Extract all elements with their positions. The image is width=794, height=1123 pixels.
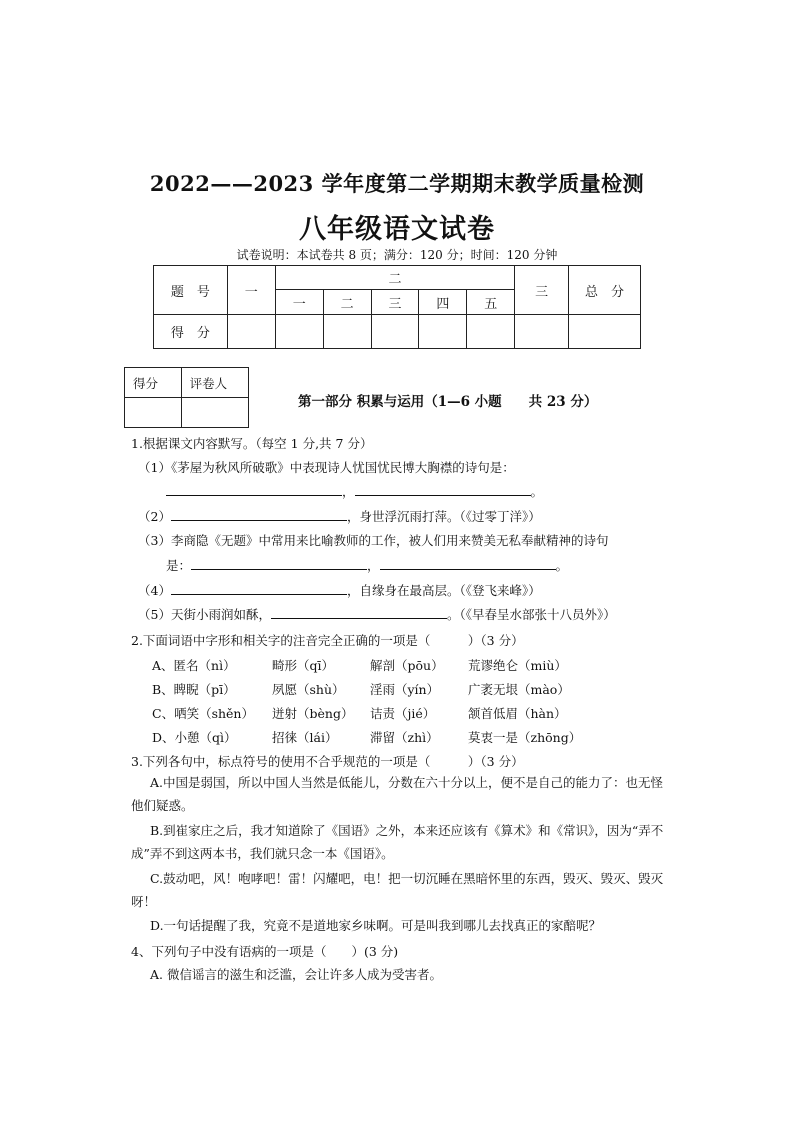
col-part-two-sub: 四 [419, 290, 467, 315]
q3-option-d[interactable]: D.一句话提醒了我，究竟不是道地家乡味啊。可是叫我到哪儿去找真正的家醅呢？ [150, 918, 602, 933]
answer-blank[interactable] [171, 582, 347, 595]
col-total: 总 分 [569, 266, 641, 315]
grader-box [124, 367, 249, 428]
q3-option-b[interactable]: B.到崔家庄之后，我才知道除了《国语》之外，本来还应该有《算术》和《常识》，因为“弄不成”弄不到这两本书，我们就只念一本《国语》。 [131, 823, 664, 861]
q1-sub4: （4） ，自缘身在最高层。（《登飞来峰》） [138, 583, 541, 598]
q1-sub2: （2） ，身世浮沉雨打萍。（《过零丁洋》） [138, 509, 541, 524]
answer-blank[interactable] [191, 557, 367, 570]
score-cell[interactable] [323, 315, 371, 349]
q2-option-b[interactable]: B、睥睨（pī） 夙愿（shù） 淫雨（yín） 广袤无垠（mào） [152, 682, 570, 697]
col-part-two-sub: 五 [467, 290, 515, 315]
q1-sub1: （1）《茅屋为秋风所破歌》中表现诗人忧国忧民博大胸襟的诗句是： [138, 460, 515, 475]
grader-score-label: 得分 [125, 368, 182, 398]
answer-blank[interactable] [166, 483, 342, 496]
q2-option-a[interactable]: A、匿名（nì） 畸形（qī） 解剖（pōu） 荒谬绝仑（miù） [152, 658, 567, 673]
q2-stem: 2.下面词语中字形和相关字的注音完全正确的一项是（ ）（3 分） [131, 633, 524, 648]
section-heading: 第一部分 积累与运用（1—6 小题 共 23 分） [298, 394, 598, 410]
grader-score-cell[interactable] [125, 398, 182, 428]
col-part-two-sub: 一 [275, 290, 323, 315]
score-cell[interactable] [227, 315, 275, 349]
answer-blank[interactable] [271, 606, 447, 619]
q1-sub1-blanks: ， 。 [166, 482, 543, 500]
exam-title: 2022——2023 学年度第二学期期末教学质量检测 [149, 171, 645, 196]
q3-option-c[interactable]: C.鼓动吧，风！咆哮吧！雷！闪耀吧，电！把一切沉睡在黑暗怀里的东西，毁灭、毁灭、毁灭呀！ [131, 871, 664, 909]
col-part-three: 三 [515, 266, 569, 315]
score-cell[interactable] [515, 315, 569, 349]
q3-option-a[interactable]: A.中国是弱国，所以中国人当然是低能儿，分数在六十分以上，便不是自己的能力了：也无怪他们疑惑。 [131, 775, 664, 813]
q1-sub5: （5）天街小雨润如酥， 。（《早春呈水部张十八员外》） [138, 607, 616, 622]
answer-blank[interactable] [355, 483, 531, 496]
score-cell[interactable] [275, 315, 323, 349]
answer-blank[interactable] [380, 557, 556, 570]
grader-name-label: 评卷人 [181, 368, 248, 398]
q2-option-d[interactable]: D、小憩（qì） 招徕（lái） 滞留（zhì） 莫衷一是（zhōng） [152, 730, 582, 745]
col-part-two-sub: 三 [371, 290, 419, 315]
q4-option-a[interactable]: A. 微信谣言的滋生和泛滥，会让许多人成为受害者。 [150, 967, 442, 982]
answer-blank[interactable] [171, 508, 347, 521]
exam-description: 试卷说明：本试卷共 8 页；满分：120 分；时间：120 分钟 [236, 248, 558, 262]
score-cell[interactable] [419, 315, 467, 349]
exam-subtitle: 八年级语文试卷 [299, 214, 495, 245]
q1-sub3-blanks: 是： ， 。 [166, 558, 569, 573]
q3-stem: 3.下列各句中，标点符号的使用不合乎规范的一项是（ ）（3 分） [131, 754, 524, 769]
col-part-two-sub: 二 [323, 290, 371, 315]
score-table [153, 265, 641, 349]
q1-sub3: （3）李商隐《无题》中常用来比喻教师的工作，被人们用来赞美无私奉献精神的诗句 [138, 533, 609, 548]
q2-option-c[interactable]: C、哂笑（shěn） 迸射（bèng） 诘责（jié） 颔首低眉（hàn） [152, 706, 567, 721]
col-part-one: 一 [227, 266, 275, 315]
grader-name-cell[interactable] [181, 398, 248, 428]
q1-stem: 1.根据课文内容默写。（每空 1 分,共 7 分） [131, 436, 373, 451]
score-cell[interactable] [371, 315, 419, 349]
col-part-two: 二 [275, 266, 514, 290]
score-cell[interactable] [569, 315, 641, 349]
row-label-score: 得 分 [154, 315, 228, 349]
score-cell[interactable] [467, 315, 515, 349]
row-label-question-number: 题 号 [154, 266, 228, 315]
q4-stem: 4、下列句子中没有语病的一项是（ ）(3 分) [131, 944, 399, 959]
